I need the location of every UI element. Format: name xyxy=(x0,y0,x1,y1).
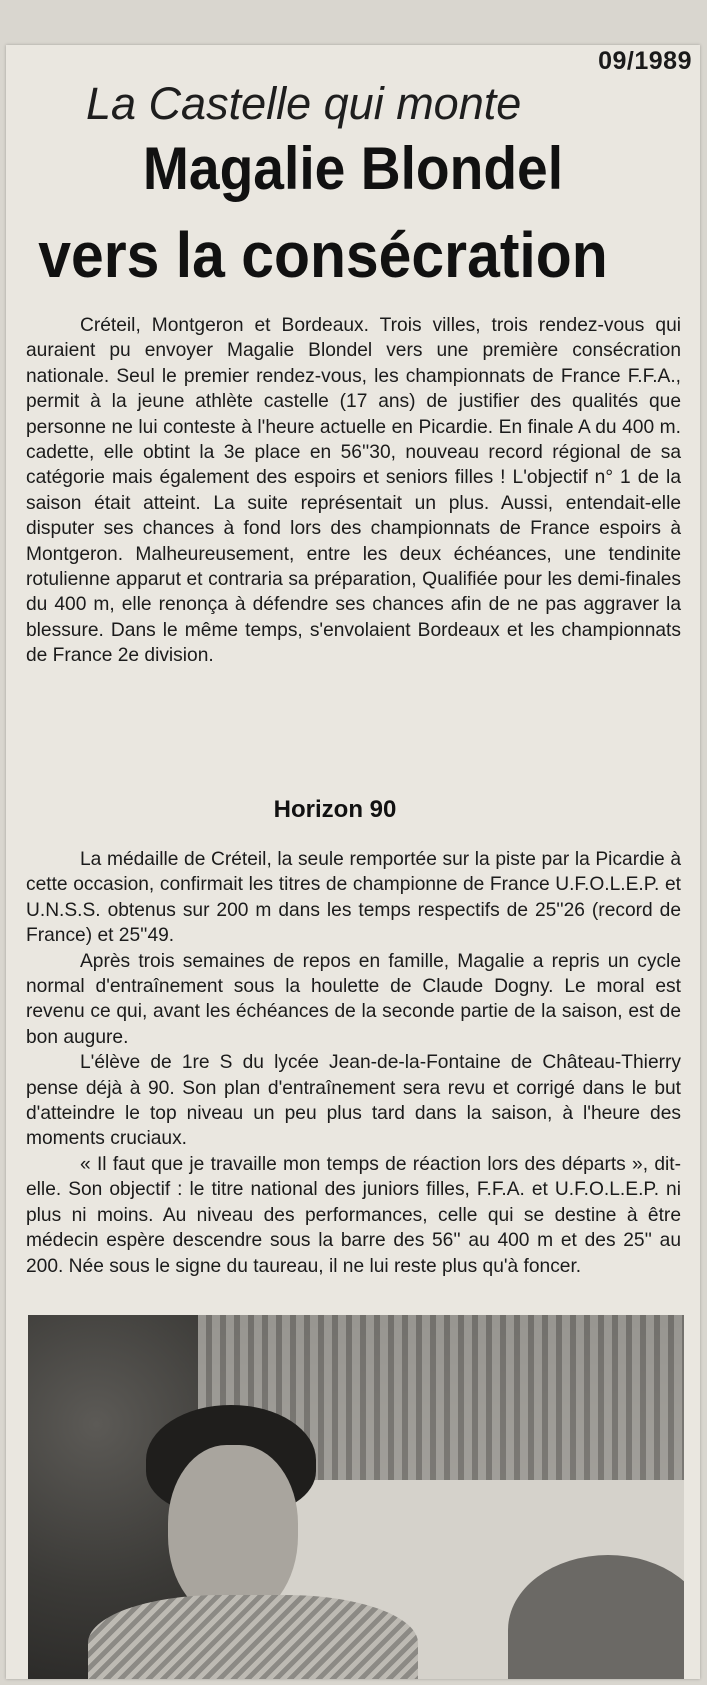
subheading: Horizon 90 xyxy=(273,796,397,823)
kicker: La Castelle qui monte xyxy=(86,78,522,129)
lead-text: Créteil, Montgeron et Bordeaux. Trois villes, trois rendez-vous qui auraient pu envoyer Magalie Blondel vers une première consécration nationale. Seul le premier rendez-vous, les championnats de France F.F.A., permit à la jeune athlète castelle (17 ans) de justifier des qualités que personne ne lui conteste à l'heure actuelle en Picardie. En finale A du 400 m. cadette, elle obtint la 3e place en 56''30, nouveau record régional de sa catégorie mais également des espoirs et seniors filles ! L'objectif n° 1 de la saison était atteint. La suite représentait un plus. Aussi, entendait-elle disputer ses chances à fond lors des championnats de France espoirs à Montgeron. Malheureusement, entre les deux échéances, une tendinite rotulienne apparut et contraria sa préparation, Qualifiée pour les demi-finales du 400 m, elle renonça à défendre ses chances afin de ne pas aggraver la blessure. Dans le même temps, s'envolaient Bordeaux et les championnats de France 2e division. xyxy=(26,315,681,667)
paragraph: La médaille de Créteil, la seule remportée sur la piste par la Picardie à cette occasion, confirmait les titres de championne de France U.F.O.L.E.P. et U.N.S.S. obtenus sur 200 m dans les temps respectifs de 25''26 (record de France) et 25''49. xyxy=(26,849,681,947)
face xyxy=(168,1445,298,1620)
lead-paragraph xyxy=(26,313,681,669)
article-body xyxy=(26,847,681,1279)
headline-line-1: Magalie Blondel xyxy=(142,135,564,202)
paragraph: L'élève de 1re S du lycée Jean-de-la-Fontaine de Château-Thierry pense déjà à 90. Son plan d'entraînement sera revu et corrigé dans le but d'atteindre le top niveau un peu plus tard dans la saison, à l'heure des moments cruciaux. xyxy=(26,1052,681,1150)
paragraph: Après trois semaines de repos en famille, Magalie a repris un cycle normal d'entraînement sous la houlette de Claude Dogny. Le moral est revenu ce qui, avant les échéances de la seconde partie de la saison, est de bon augure. xyxy=(26,950,681,1048)
athlete-photo xyxy=(28,1315,684,1679)
shirt xyxy=(88,1595,418,1679)
paragraph: « Il faut que je travaille mon temps de réaction lors des départs », dit-elle. Son objectif : le titre national des juniors filles, F.F.A. et U.F.O.L.E.P. ni plus ni moins. Au niveau des performances, celle qui se destine à être médecin espère descendre sous la barre des 56'' au 400 m et des 25'' au 200. Née sous le signe du taureau, il ne lui reste plus qu'à foncer. xyxy=(26,1153,681,1277)
newspaper-clipping xyxy=(6,45,700,1679)
headline-line-2: vers la consécration xyxy=(38,219,608,291)
date-stamp: 09/1989 xyxy=(598,47,692,75)
